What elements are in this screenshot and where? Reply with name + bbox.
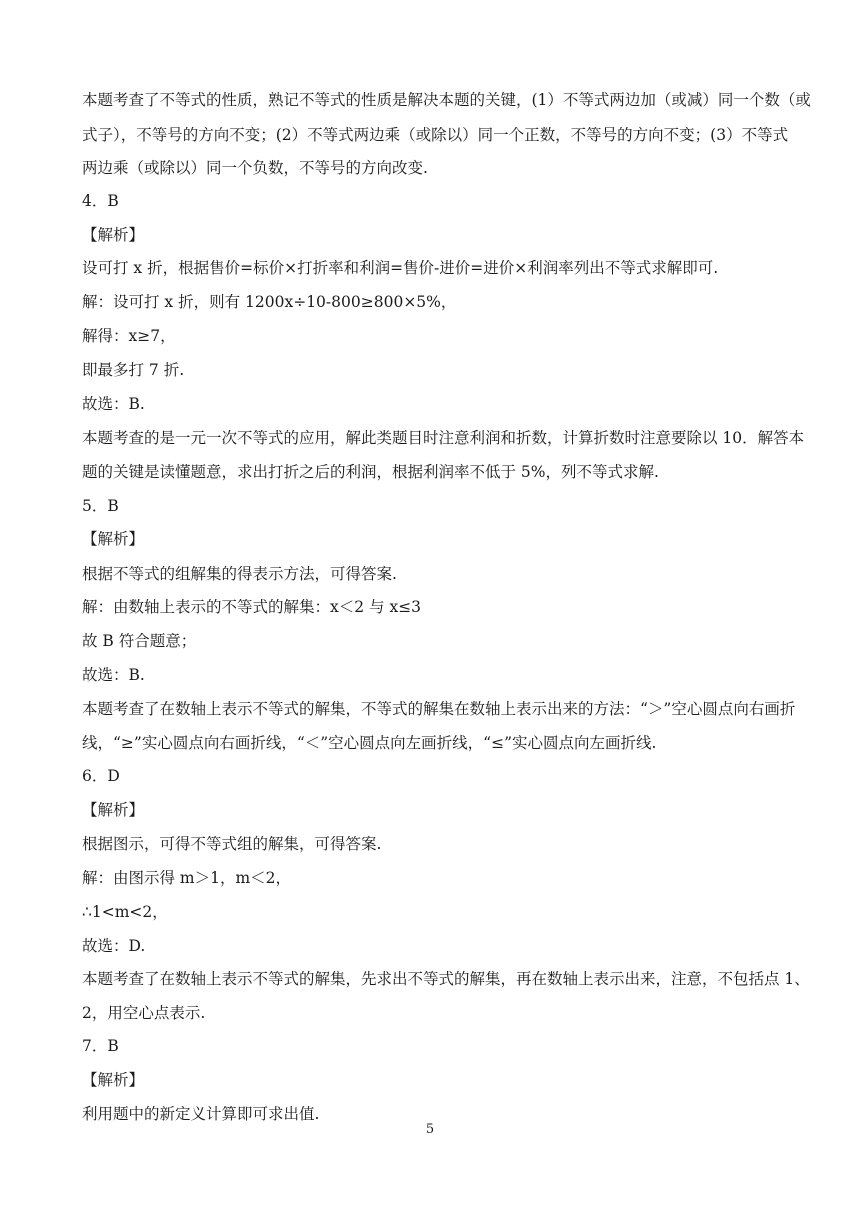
text-line: 解：由数轴上表示的不等式的解集：x＜2 与 x≤3 [82,598,422,616]
answer-number: 7．B [82,1037,119,1055]
text-line: 题的关键是读懂题意，求出打折之后的利润，根据利润率不低于 5%，列不等式求解. [82,463,659,481]
analysis-heading: 【解析】 [82,801,145,819]
text-line: 根据不等式的组解集的得表示方法，可得答案. [82,565,397,583]
text-line: 本题考查的是一元一次不等式的应用，解此类题目时注意利润和折数，计算折数时注意要除以 10．解答本 [82,429,805,447]
text-line: 故选：B. [82,395,145,413]
text-line: 两边乘（或除以）同一个负数，不等号的方向改变. [82,159,428,177]
text-line: 故 B 符合题意； [82,632,197,650]
text-line: 本题考查了在数轴上表示不等式的解集，不等式的解集在数轴上表示出来的方法：“＞”空心圆点向右画折 [82,700,796,718]
analysis-heading: 【解析】 [82,530,145,548]
answer-number: 4．B [82,192,119,210]
text-line: 解：设可打 x 折，则有 1200x÷10-800≥800×5%， [82,293,457,311]
text-line: 故选：D. [82,937,146,955]
analysis-heading: 【解析】 [82,226,145,244]
text-line: 2，用空心点表示. [82,1004,206,1022]
text-line: 故选：B. [82,666,145,684]
text-line: 设可打 x 折，根据售价=标价×打折率和利润=售价-进价=进价×利润率列出不等式求解即可. [82,259,719,277]
text-line: 解：由图示得 m＞1，m＜2， [82,869,292,887]
text-line: 即最多打 7 折. [82,361,185,379]
text-line: 式子），不等号的方向不变；(2）不等式两边乘（或除以）同一个正数，不等号的方向不变；(3）不等式 [82,126,789,144]
text-line: 根据图示，可得不等式组的解集，可得答案. [82,835,382,853]
text-line: 线，“≥”实心圆点向右画折线，“＜”空心圆点向左画折线，“≤”实心圆点向左画折线. [82,734,657,752]
page-number: 5 [425,1122,435,1137]
text-line: 解得：x≥7， [82,327,176,345]
analysis-heading: 【解析】 [82,1071,145,1089]
answer-number: 5．B [82,497,119,515]
text-line: 利用题中的新定义计算即可求出值. [82,1105,320,1123]
answer-number: 6．D [82,767,120,785]
text-line: ∴1<m<2， [82,903,168,921]
text-line: 本题考查了在数轴上表示不等式的解集，先求出不等式的解集，再在数轴上表示出来，注意，不包括点 1、 [82,970,810,988]
text-line: 本题考查了不等式的性质，熟记不等式的性质是解决本题的关键，(1）不等式两边加（或减）同一个数（或 [82,91,811,109]
